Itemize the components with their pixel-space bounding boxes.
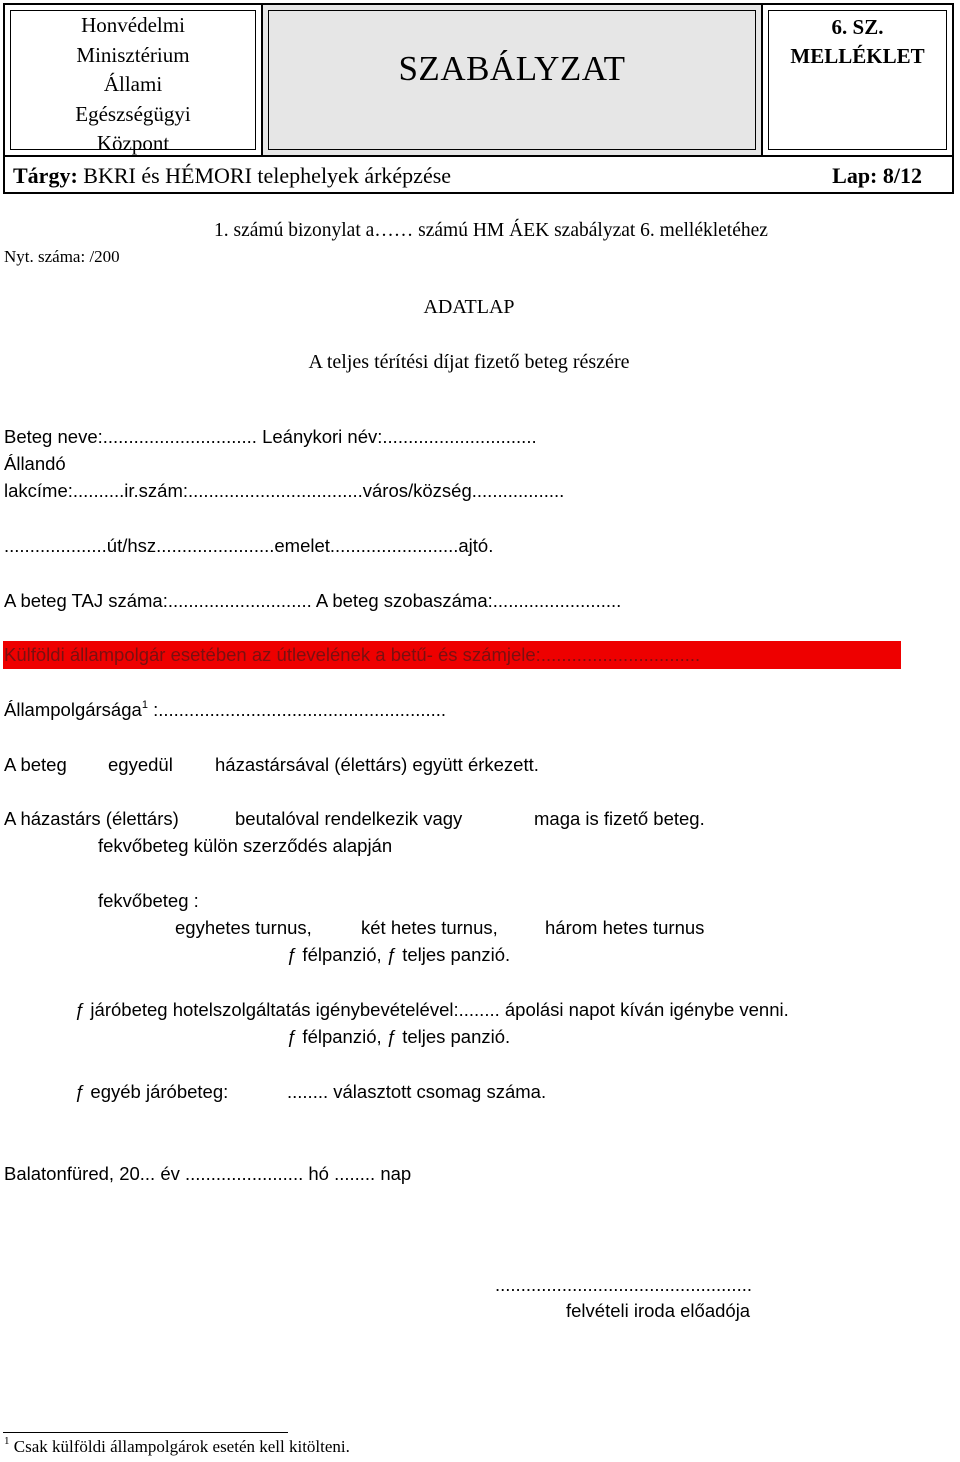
citizenship-line: Állampolgársága$^1$ :........................................................ [4,699,447,720]
place-date-line: Balatonfüred, 20... év ....................... hó ........ nap [4,1163,412,1184]
turnus-three-weeks: három hetes turnus [545,917,705,938]
other-outpatient-label: ƒ egyéb járóbeteg: [75,1081,229,1102]
subject-row [5,157,952,192]
outpatient-board-options: ƒ félpanzió, ƒ teljes panzió. [287,1026,511,1047]
footnote-separator [3,1432,288,1433]
signature-dots: .................................................. [495,1274,752,1295]
arrival-label: A beteg [4,754,67,775]
form-title: ADATLAP [423,296,515,318]
footnote: $^1$ Csak külföldi állampolgárok esetén kell kitölteni. [4,1435,350,1456]
page-number: Lap: 8/12 [832,163,922,188]
turnus-two-weeks: két hetes turnus, [361,917,498,938]
document-header [3,3,954,194]
address-line-3: ....................út/hsz.......................emelet.........................ajtó. [4,535,494,556]
organization-name: Honvédelmi Minisztérium Állami Egészségügyi Központ [75,13,191,155]
registration-number: Nyt. száma: /200 [4,247,120,266]
title-cell [263,5,763,157]
arrival-with-spouse-option: házastársával (élettárs) együtt érkezett. [215,754,539,775]
outpatient-hotel-line: ƒ járóbeteg hotelszolgáltatás igénybevételével:........ ápolási napot kíván igénybe venni. [75,999,789,1020]
signature-label: felvételi iroda előadója [566,1300,751,1321]
address-line-1: Állandó [4,453,66,474]
spouse-paying-option: maga is fizető beteg. [534,808,705,829]
address-line-2: lakcíme:..........ir.szám:..................................város/község.................. [4,480,565,501]
spouse-label: A házastárs (élettárs) [4,808,179,829]
spouse-contract-option: fekvőbeteg külön szerződés alapján [98,835,393,856]
inpatient-label: fekvőbeteg : [98,890,199,911]
document-title: SZABÁLYZAT [398,49,626,88]
organization-cell [5,5,263,157]
form-subtitle: A teljes térítési díjat fizető beteg részére [308,351,630,373]
voucher-reference: 1. számú bizonylat a…… számú HM ÁEK szabályzat 6. mellékletéhez [214,220,768,241]
annex-cell [763,5,952,157]
taj-line: A beteg TAJ száma:............................ A beteg szobaszáma:......................... [4,590,622,611]
footnote-ref: 1 [141,699,148,711]
name-line: Beteg neve:.............................. Leánykori név:.............................. [4,426,537,447]
package-line: ........ választott csomag száma. [287,1081,547,1102]
arrival-alone-option: egyedül [108,754,173,775]
annex-label: 6. SZ. MELLÉKLET [790,15,925,68]
inpatient-board-options: ƒ félpanzió, ƒ teljes panzió. [287,944,511,965]
subject: Tárgy: BKRI és HÉMORI telephelyek árképzése [13,163,452,188]
spouse-referral-option: beutalóval rendelkezik vagy [235,808,463,829]
turnus-one-week: egyhetes turnus, [175,917,312,938]
passport-line: Külföldi állampolgár esetében az útlevelének a betű- és számjele:............................... [4,644,701,665]
